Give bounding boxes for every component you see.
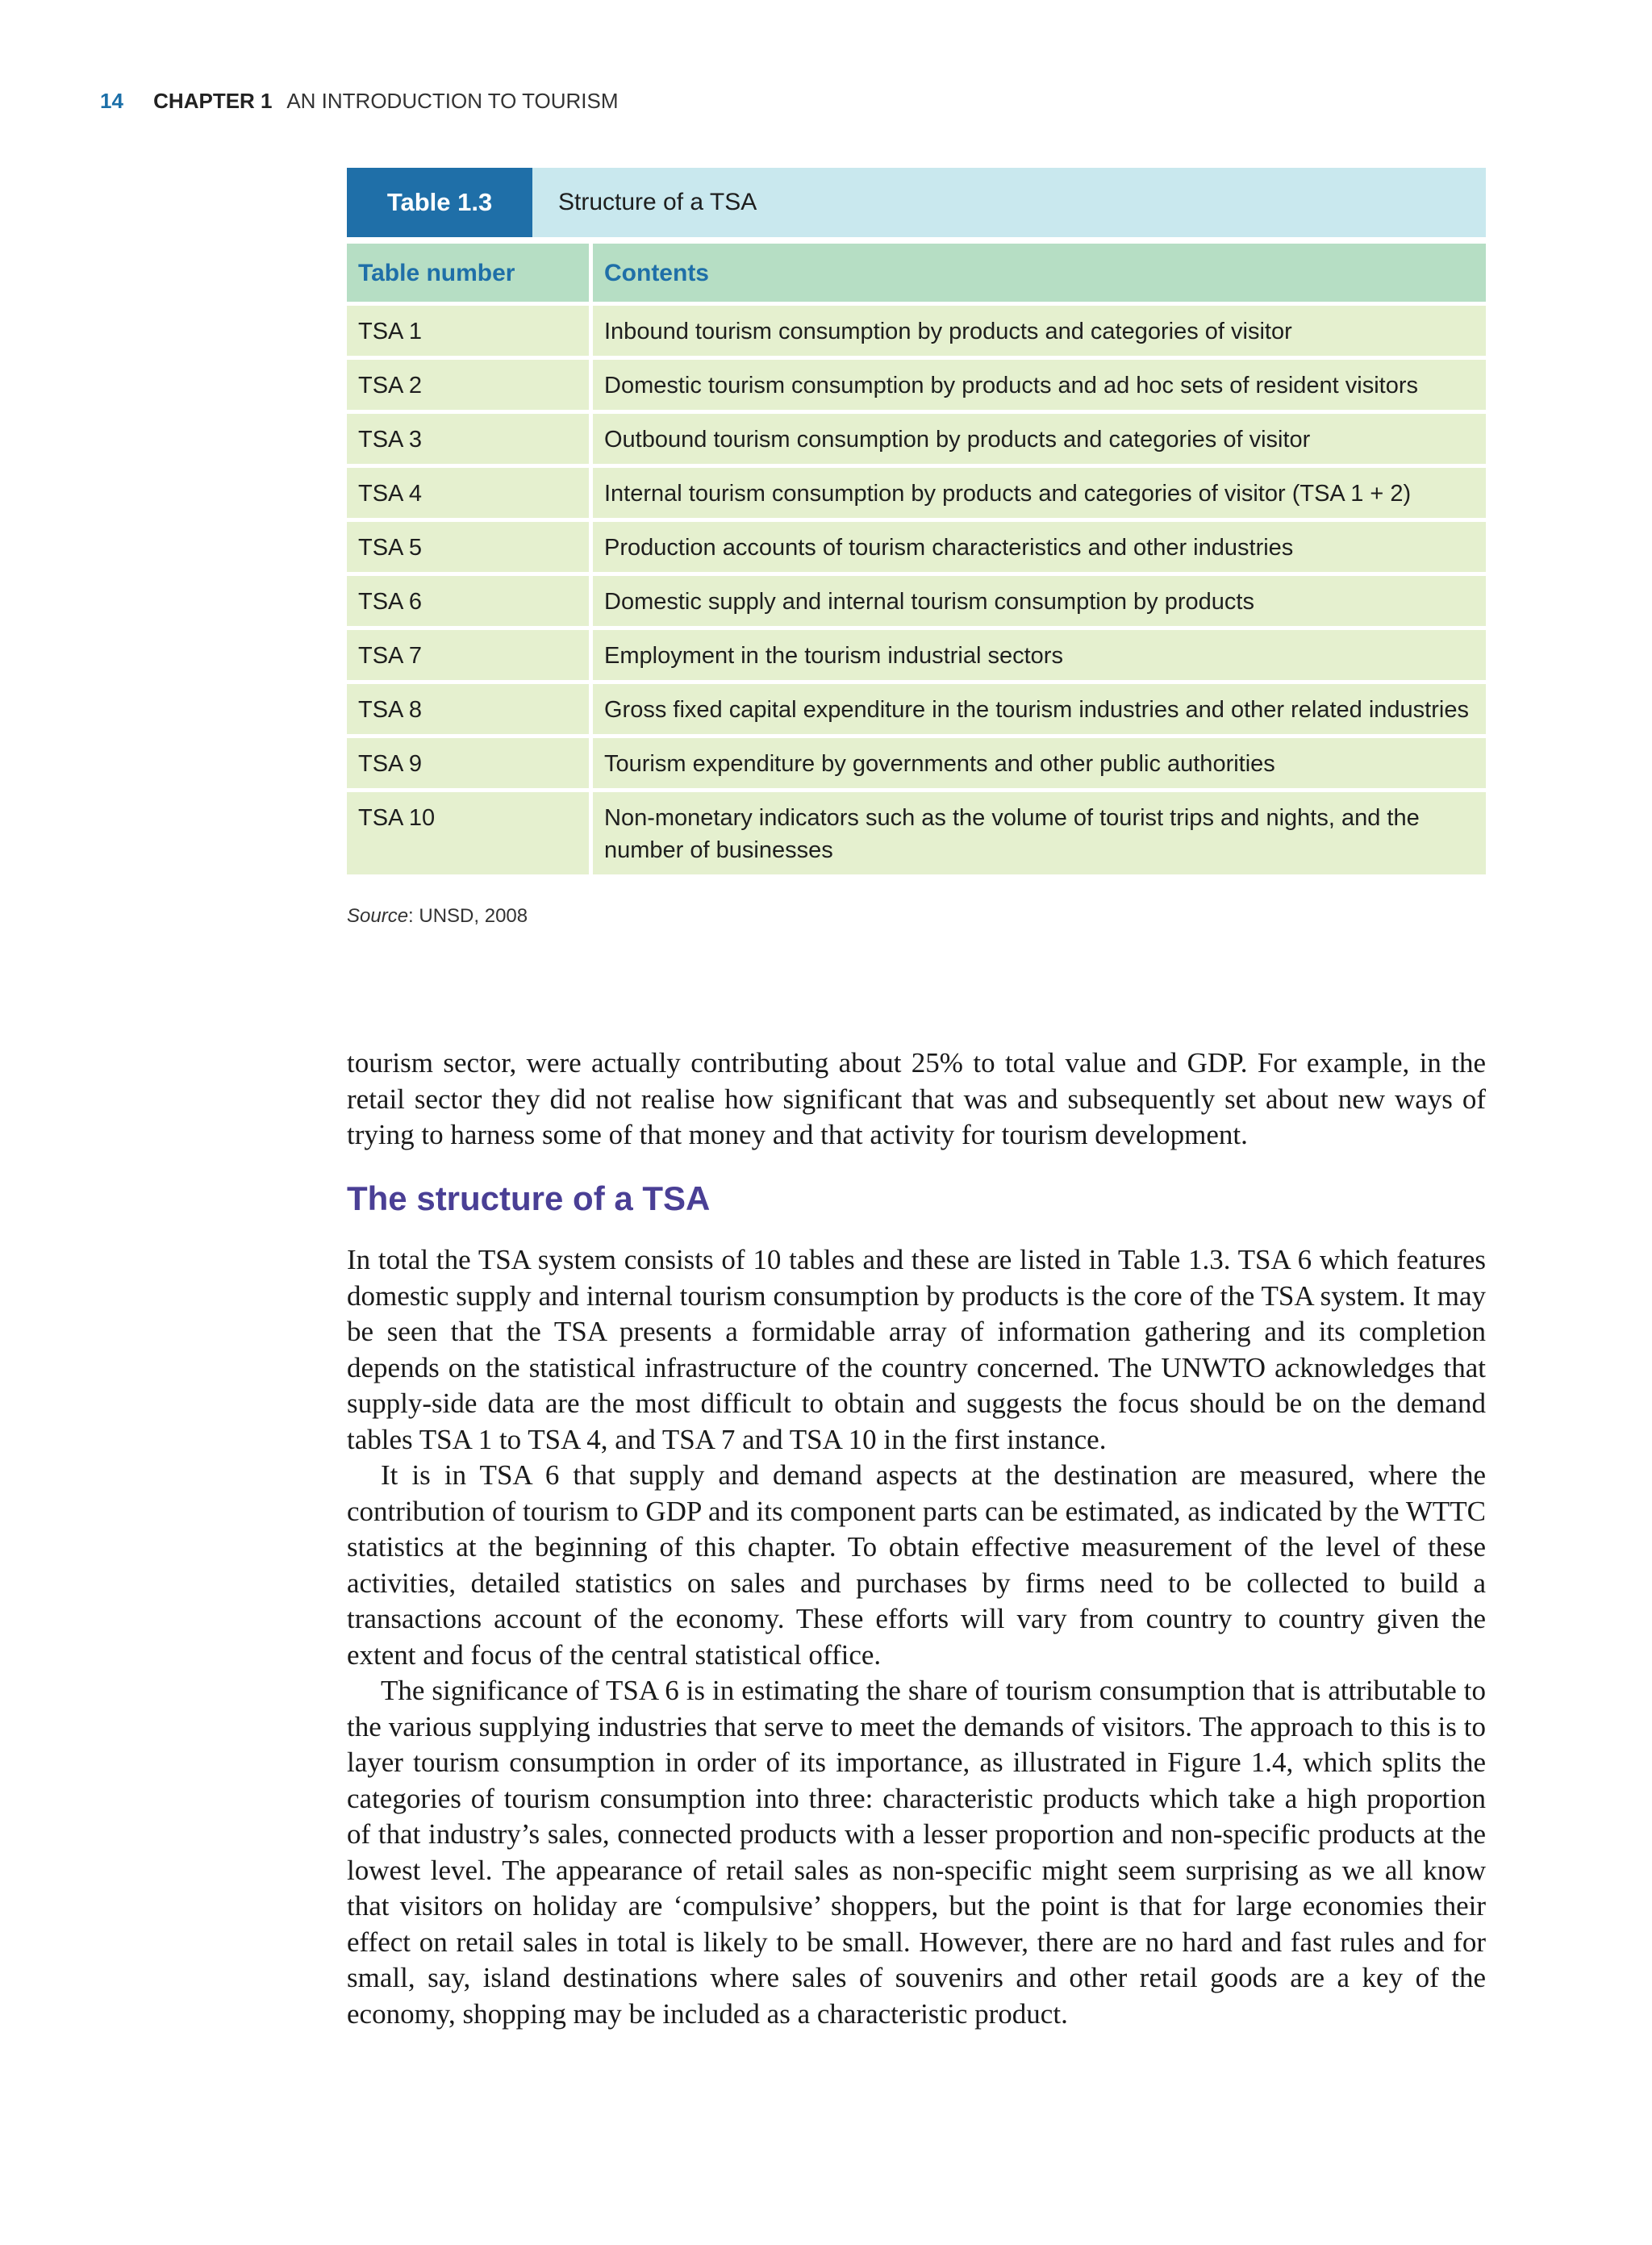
table-row (347, 738, 1486, 788)
table-title: Structure of a TSA (532, 168, 1486, 237)
continuation-paragraph (347, 1045, 1486, 1154)
table-row (347, 630, 1486, 680)
table-row (347, 684, 1486, 734)
paragraph: The significance of TSA 6 is in estimating the share of tourism consumption that is attributable to the various supplying industries that serve to meet the demands of visitors. The approach to this is to layer tourism consumption in order of its importance, as illustrated in Figure 1.4, which splits the categories of tourism consumption into three: characteristic products which take a high proportion of that industry’s sales, connected products with a lesser proportion and non-specific products at the lowest level. The appearance of retail sales as non-specific might seem surprising as we all know that visitors on holiday are ‘compulsive’ shoppers, but the point is that for large economies their effect on retail sales in total is likely to be small. However, there are no hard and fast rules and for small, say, island destinations where sales of souvenirs and other retail goods are a key of the economy, shopping may be included as a characteristic product. (347, 1675, 1486, 2030)
row-contents: Gross fixed capital expenditure in the tourism industries and other related industries (593, 684, 1486, 734)
row-table-number: TSA 2 (347, 360, 589, 410)
row-contents: Production accounts of tourism characteristics and other industries (593, 522, 1486, 572)
table-1-3 (347, 168, 1486, 878)
paragraph: It is in TSA 6 that supply and demand aspects at the destination are measured, where the contribution of tourism to GDP and its component parts can be estimated, as indicated by the WTTC statistics at the beginning of this chapter. To obtain effective measurement of the level of these activities, detailed statistics on sales and purchases by firms need to be collected to build a transactions account of the economy. These efforts will vary from country to country given the extent and focus of the central statistical office. (347, 1459, 1486, 1671)
row-table-number: TSA 7 (347, 630, 589, 680)
chapter-label: CHAPTER 1 (153, 89, 273, 113)
row-contents: Inbound tourism consumption by products and categories of visitor (593, 306, 1486, 356)
table-caption (347, 168, 1486, 237)
row-table-number: TSA 1 (347, 306, 589, 356)
running-head (100, 89, 619, 114)
source-label: Source (347, 905, 409, 927)
paragraph: In total the TSA system consists of 10 tables and these are listed in Table 1.3. TSA 6 which features domestic supply and internal tourism consumption by products is the core of the TSA system. It may be seen that the TSA presents a formidable array of information gathering and its completion depends on the statistical infrastructure of the country concerned. The UNWTO acknowledges that supply-side data are the most difficult to obtain and suggests the focus should be on the demand tables TSA 1 to TSA 4, and TSA 7 and TSA 10 in the first instance. (347, 1244, 1486, 1455)
row-contents: Tourism expenditure by governments and other public authorities (593, 738, 1486, 788)
table-row (347, 306, 1486, 356)
row-table-number: TSA 10 (347, 792, 589, 874)
table-row (347, 414, 1486, 464)
row-table-number: TSA 9 (347, 738, 589, 788)
table-row (347, 576, 1486, 626)
row-table-number: TSA 4 (347, 468, 589, 518)
section-heading: The structure of a TSA (347, 1179, 711, 1217)
table-row (347, 522, 1486, 572)
table-header-row (347, 244, 1486, 302)
table-source-note (347, 905, 528, 928)
paragraph: tourism sector, were actually contributing about 25% to total value and GDP. For example, in the retail sector they did not realise how significant that was and subsequently set about new ways of trying to harness some of that money and that activity for tourism development. (347, 1047, 1486, 1150)
source-text: : UNSD, 2008 (408, 905, 528, 927)
row-contents: Domestic supply and internal tourism consumption by products (593, 576, 1486, 626)
table-row (347, 468, 1486, 518)
table-row (347, 792, 1486, 874)
row-contents: Employment in the tourism industrial sectors (593, 630, 1486, 680)
table-number-label: Table 1.3 (347, 168, 532, 237)
row-contents: Outbound tourism consumption by products and categories of visitor (593, 414, 1486, 464)
section-body (347, 1242, 1486, 2032)
column-header-table-number: Table number (347, 244, 589, 302)
row-contents: Non-monetary indicators such as the volume of tourist trips and nights, and the number of businesses (593, 792, 1486, 874)
table-row (347, 360, 1486, 410)
row-table-number: TSA 5 (347, 522, 589, 572)
row-table-number: TSA 6 (347, 576, 589, 626)
row-contents: Domestic tourism consumption by products and ad hoc sets of resident visitors (593, 360, 1486, 410)
row-table-number: TSA 3 (347, 414, 589, 464)
page-number: 14 (100, 89, 123, 113)
column-header-contents: Contents (593, 244, 1486, 302)
row-table-number: TSA 8 (347, 684, 589, 734)
chapter-title: AN INTRODUCTION TO TOURISM (286, 89, 619, 113)
row-contents: Internal tourism consumption by products and categories of visitor (TSA 1 + 2) (593, 468, 1486, 518)
